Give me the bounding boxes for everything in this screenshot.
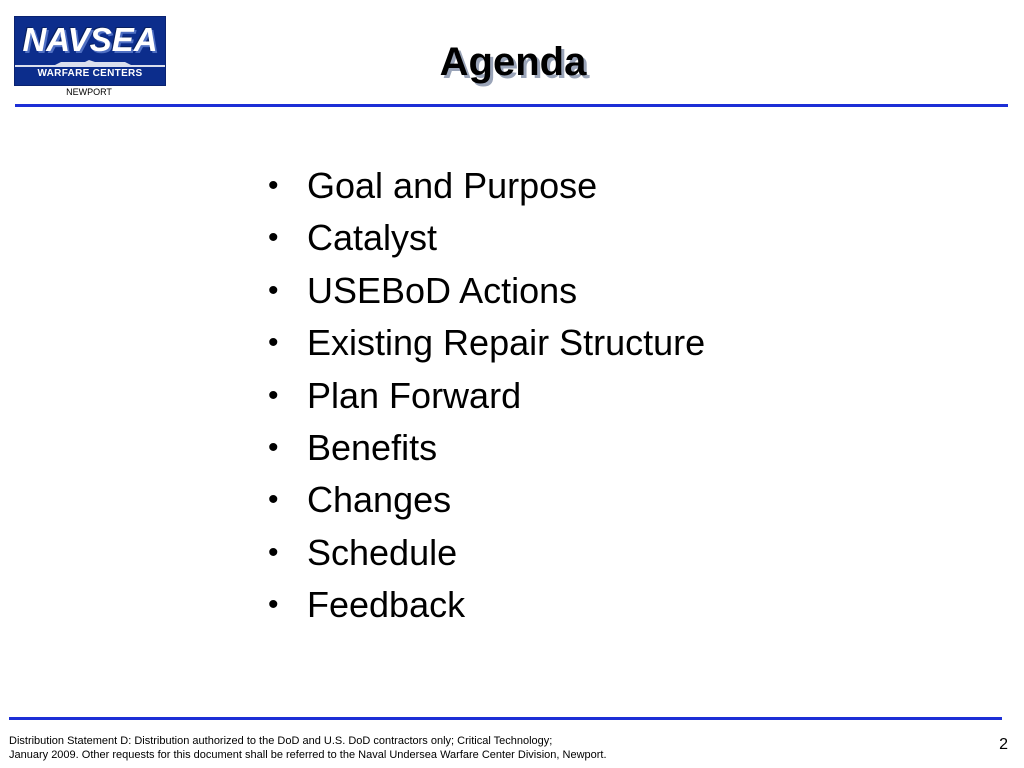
distribution-statement	[9, 734, 909, 762]
logo-subtitle: WARFARE CENTERS	[37, 68, 143, 79]
distribution-statement-line-1: Distribution Statement D: Distribution authorized to the DoD and U.S. DoD contractors only; Critical Technology;	[9, 735, 553, 747]
agenda-item-label: Goal and Purpose	[307, 165, 598, 206]
distribution-statement-line-2: January 2009. Other requests for this document shall be referred to the Naval Undersea Warfare Center Division, Newport.	[9, 749, 607, 761]
bullet-icon: •	[268, 588, 279, 622]
logo-wordmark: NAVSEA	[22, 21, 158, 58]
header-rule	[15, 104, 1008, 107]
agenda-item	[268, 527, 705, 579]
agenda-item-label: Schedule	[307, 531, 458, 573]
page-number: 2	[999, 736, 1008, 753]
agenda-list	[268, 160, 705, 632]
agenda-item-label: Catalyst	[307, 217, 438, 259]
agenda-item-label: Existing Repair Structure	[307, 322, 706, 364]
agenda-item	[268, 317, 705, 369]
bullet-icon: •	[268, 221, 279, 255]
agenda-item-label: USEBoD Actions	[307, 269, 578, 311]
logo-location: NEWPORT	[66, 87, 112, 97]
agenda-item	[268, 212, 705, 264]
agenda-item-label: Changes	[307, 479, 452, 521]
bullet-icon: •	[268, 169, 279, 202]
agenda-item	[268, 265, 705, 317]
agenda-item	[268, 474, 705, 526]
agenda-item-label: Benefits	[307, 427, 438, 469]
agenda-item-label: Feedback	[307, 584, 466, 626]
agenda-item	[268, 422, 705, 474]
bullet-icon: •	[268, 326, 279, 360]
slide-title: Agenda	[439, 40, 587, 84]
bullet-icon: •	[268, 483, 279, 517]
agenda-item	[268, 160, 705, 212]
agenda-item	[268, 579, 705, 631]
bullet-icon: •	[268, 431, 279, 465]
bullet-icon: •	[268, 378, 279, 412]
bullet-icon: •	[268, 535, 279, 569]
agenda-item	[268, 370, 705, 422]
footer-rule	[9, 717, 1002, 720]
agenda-item-label: Plan Forward	[307, 374, 522, 416]
bullet-icon: •	[268, 273, 279, 307]
